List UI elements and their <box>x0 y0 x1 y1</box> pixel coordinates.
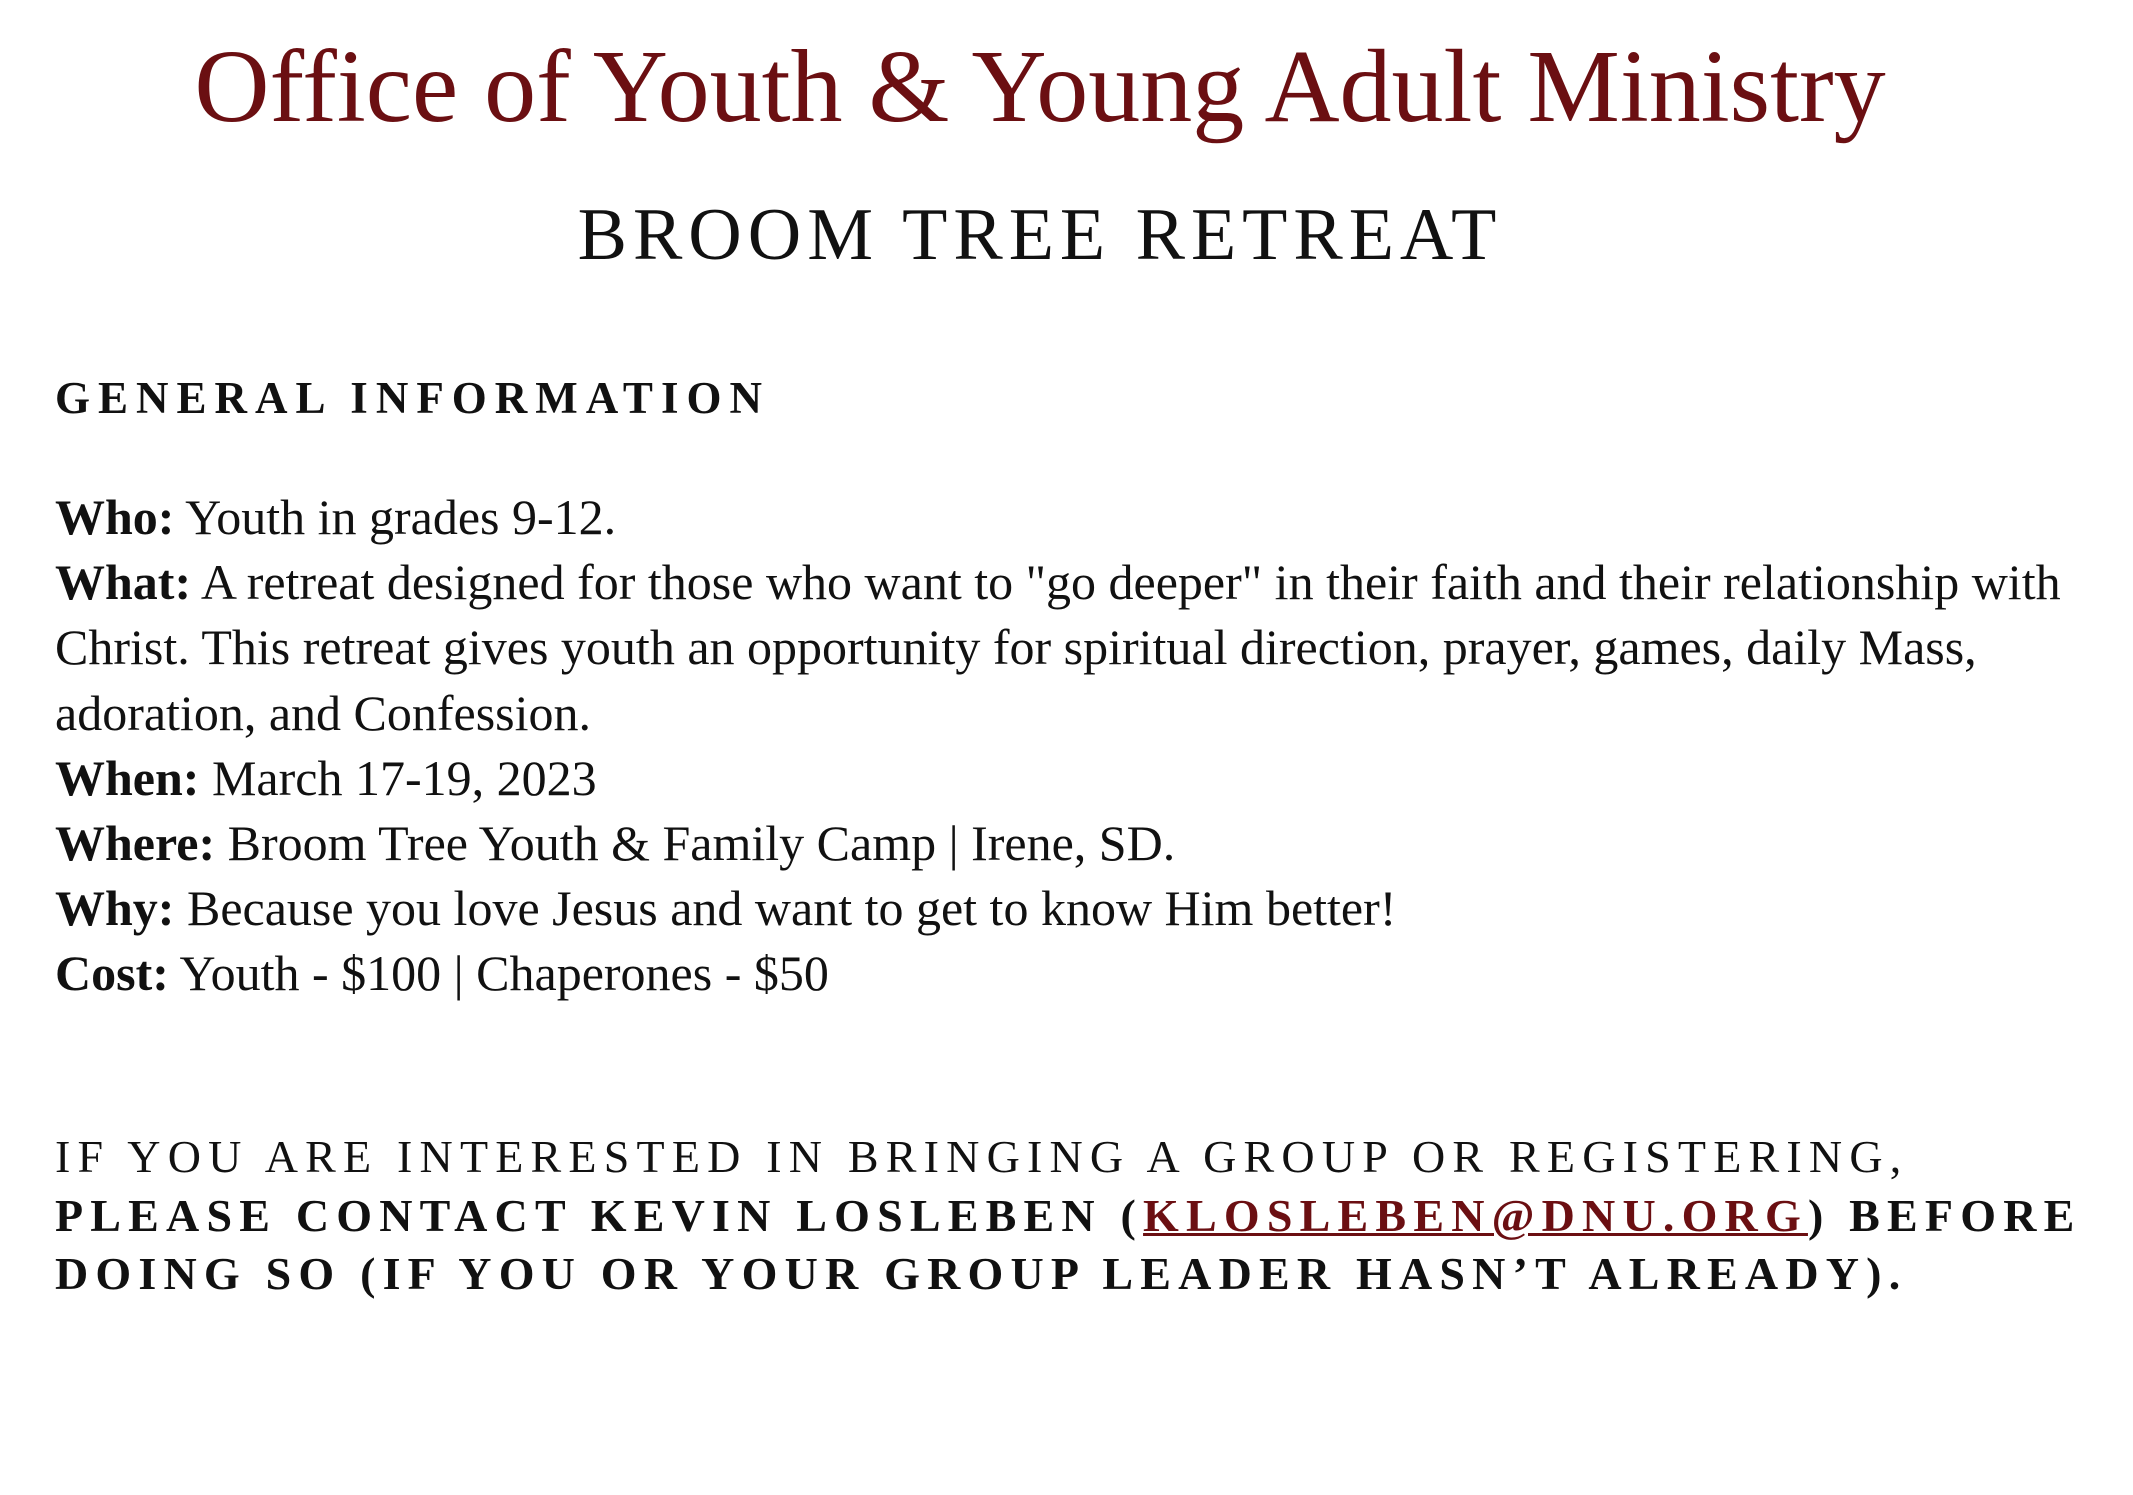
who-label: Who: <box>55 489 175 545</box>
contact-email-link[interactable]: KLOSLEBEN@DNU.ORG <box>1143 1189 1808 1241</box>
why-label: Why: <box>55 880 175 937</box>
when-label: When: <box>55 749 200 806</box>
contact-suffix: ) BEFORE DOING SO (IF YOU OR YOUR GROUP LEADER HASN’T ALREADY). <box>55 1189 2082 1299</box>
contact-prefix: PLEASE CONTACT KEVIN LOSLEBEN ( <box>55 1189 1144 1241</box>
what-text: A retreat designed for those who want to "go deeper" in their faith and their relationship with Christ. This retreat gives youth an opportunity for spiritual direction, prayer, games, daily Mass, adoration, and Confession. <box>55 554 2061 741</box>
who-line <box>55 485 2085 550</box>
why-text: Because you love Jesus and want to get to know Him better! <box>174 880 1397 937</box>
general-information-block <box>55 485 2085 1007</box>
cost-label: Cost: <box>55 945 169 1002</box>
contact-instructions <box>55 1187 2095 1304</box>
what-label: What: <box>55 554 192 611</box>
organization-title: Office of Youth & Young Adult Ministry <box>194 29 1886 144</box>
general-information-heading: GENERAL INFORMATION <box>55 373 770 423</box>
where-line <box>55 811 2085 876</box>
who-text: Youth in grades 9-12. <box>174 489 617 545</box>
event-title: BROOM TREE RETREAT <box>577 194 1503 276</box>
contact-intro: IF YOU ARE INTERESTED IN BRINGING A GROUP OR REGISTERING, <box>55 1131 1909 1182</box>
cost-line <box>55 941 2085 1006</box>
where-text: Broom Tree Youth & Family Camp | Irene, SD. <box>215 815 1176 872</box>
when-text: March 17-19, 2023 <box>199 749 597 806</box>
where-label: Where: <box>55 815 216 872</box>
cost-text: Youth - $100 | Chaperones - $50 <box>168 945 829 1002</box>
why-line <box>55 876 2085 941</box>
contact-notice <box>55 1128 2095 1304</box>
when-line <box>55 746 2085 811</box>
what-line <box>55 550 2085 746</box>
